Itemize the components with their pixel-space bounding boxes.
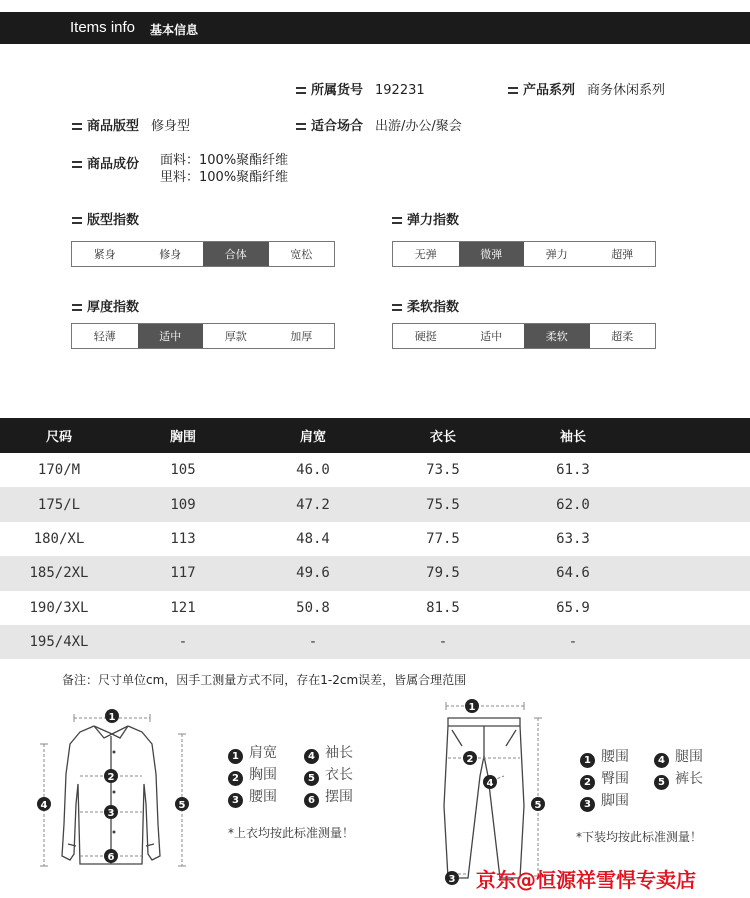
equals-icon — [508, 87, 518, 94]
scale-option: 弹力 — [545, 248, 568, 261]
marker-1 — [465, 699, 479, 713]
section-header — [0, 12, 750, 44]
size-table-header — [0, 418, 750, 453]
scale-option: 硬挺 — [414, 330, 437, 343]
pants-markers — [445, 699, 545, 885]
top-legend — [228, 742, 378, 812]
table-cell: 49.6 — [296, 565, 330, 582]
table-cell: 117 — [170, 565, 196, 582]
svg-text:3: 3 — [448, 874, 456, 885]
table-cell: 190/3XL — [29, 599, 89, 616]
legend-item: 5 裤长 — [654, 768, 703, 790]
table-cell: 75.5 — [426, 496, 460, 513]
legend-item: 2 臀围 — [580, 768, 629, 790]
marker-4 — [37, 797, 51, 811]
scale-option: 宽松 — [290, 248, 313, 261]
header-cell: 胸围 — [169, 430, 196, 445]
table-row — [0, 591, 750, 625]
table-cell: 65.9 — [556, 599, 590, 616]
table-cell: 180/XL — [33, 530, 85, 547]
scale-option: 合体 — [203, 242, 269, 266]
svg-text:4: 4 — [40, 800, 48, 811]
scale-option: 修身 — [159, 248, 182, 261]
fit-index-scale — [71, 241, 335, 267]
table-cell: 50.8 — [296, 599, 330, 616]
scale-option: 柔软 — [524, 324, 590, 348]
marker-5 — [175, 797, 189, 811]
svg-text:6: 6 — [107, 852, 115, 863]
equals-icon — [296, 123, 306, 130]
table-cell: 77.5 — [426, 530, 460, 547]
header-cell: 衣长 — [429, 430, 456, 445]
header-cell: 尺码 — [45, 430, 72, 445]
table-cell: 48.4 — [296, 530, 330, 547]
legend-item: 6 摆围 — [304, 786, 353, 808]
field-occasion: 适合场合 出游/办公/聚会 — [296, 115, 462, 134]
store-watermark: 京东@恒源祥雪悍专卖店 — [476, 868, 696, 892]
table-cell: 175/L — [37, 496, 81, 513]
legend-item: 1 腰围 — [580, 746, 629, 768]
marker-4 — [483, 775, 497, 789]
equals-icon — [392, 217, 402, 224]
softness-index-title: 柔软指数 — [392, 296, 459, 315]
scale-option: 适中 — [138, 324, 204, 348]
softness-index-scale — [392, 323, 656, 349]
equals-icon — [72, 304, 82, 311]
svg-text:2: 2 — [107, 772, 115, 783]
field-series: 产品系列 商务休闲系列 — [508, 79, 665, 98]
legend-item: 1 肩宽 — [228, 742, 277, 764]
elastic-index-title: 弹力指数 — [392, 209, 459, 228]
scale-option: 无弹 — [414, 248, 437, 261]
table-cell: 46.0 — [296, 462, 330, 479]
table-cell: 81.5 — [426, 599, 460, 616]
scale-option: 超弹 — [611, 248, 634, 261]
marker-2 — [104, 769, 118, 783]
marker-5 — [531, 797, 545, 811]
svg-text:5: 5 — [534, 800, 542, 811]
thickness-index-scale — [71, 323, 335, 349]
table-cell: 64.6 — [556, 565, 590, 582]
size-table — [0, 418, 750, 659]
scale-option: 厚款 — [224, 330, 247, 343]
scale-option: 紧身 — [93, 248, 116, 261]
table-row — [0, 453, 750, 487]
scale-option: 适中 — [480, 330, 503, 343]
legend-item: 3 腰围 — [228, 786, 277, 808]
marker-2 — [463, 751, 477, 765]
marker-1 — [105, 709, 119, 723]
section-title-zh: 基本信息 — [150, 23, 199, 37]
legend-item: 3 脚围 — [580, 790, 629, 812]
table-row — [0, 522, 750, 556]
table-cell: 73.5 — [426, 462, 460, 479]
legend-item: 2 胸围 — [228, 764, 277, 786]
legend-item: 5 衣长 — [304, 764, 353, 786]
svg-text:5: 5 — [178, 800, 186, 811]
svg-text:3: 3 — [107, 808, 115, 819]
table-cell: 62.0 — [556, 496, 590, 513]
table-cell: 113 — [170, 530, 196, 547]
shirt-markers — [37, 709, 189, 863]
legend-item: 4 腿围 — [654, 746, 703, 768]
scale-option: 加厚 — [290, 330, 313, 343]
table-cell: 121 — [170, 599, 196, 616]
scale-option: 轻薄 — [93, 330, 116, 343]
measurement-note: 备注：尺寸单位cm，因手工测量方式不同，存在1-2cm误差，皆属合理范围 — [62, 673, 467, 687]
svg-text:1: 1 — [468, 702, 476, 713]
header-cell: 袖长 — [559, 430, 586, 445]
equals-icon — [72, 123, 82, 130]
thickness-index-title: 厚度指数 — [72, 296, 139, 315]
table-cell: - — [438, 634, 448, 651]
header-cell: 肩宽 — [299, 430, 326, 445]
equals-icon — [296, 87, 306, 94]
shirt-diagram — [32, 704, 202, 872]
field-item-no: 所属货号 192231 — [296, 79, 425, 98]
scale-option: 超柔 — [611, 330, 634, 343]
fit-index-title: 版型指数 — [72, 209, 139, 228]
table-cell: 105 — [170, 462, 196, 479]
bottom-legend — [580, 746, 730, 816]
table-row — [0, 625, 750, 659]
equals-icon — [72, 217, 82, 224]
table-cell: 195/4XL — [29, 634, 89, 651]
table-cell: 109 — [170, 496, 196, 513]
composition-values: 面料：100%聚酯纤维 里料：100%聚酯纤维 — [160, 153, 289, 185]
table-cell: 63.3 — [556, 530, 590, 547]
table-row — [0, 487, 750, 521]
equals-icon — [392, 304, 402, 311]
legend-item: 4 袖长 — [304, 742, 353, 764]
table-cell: 185/2XL — [29, 565, 89, 582]
table-row — [0, 556, 750, 590]
table-cell: - — [308, 634, 318, 651]
section-title-en: Items info — [70, 19, 136, 36]
equals-icon — [72, 161, 82, 168]
top-standard-note: *上衣均按此标准测量！ — [228, 826, 355, 840]
field-fit: 商品版型 修身型 — [72, 115, 190, 134]
bottom-standard-note: *下装均按此标准测量！ — [576, 830, 703, 844]
size-table-body — [0, 453, 750, 659]
field-composition: 商品成份 — [72, 153, 151, 172]
marker-3 — [104, 805, 118, 819]
svg-text:1: 1 — [108, 712, 116, 723]
pants-diagram — [434, 696, 564, 888]
marker-3 — [445, 871, 459, 885]
table-cell: 170/M — [37, 462, 81, 479]
elastic-index-scale — [392, 241, 656, 267]
svg-text:2: 2 — [466, 754, 474, 765]
table-cell: - — [178, 634, 188, 651]
table-cell: 61.3 — [556, 462, 590, 479]
table-cell: 79.5 — [426, 565, 460, 582]
table-cell: 47.2 — [296, 496, 330, 513]
marker-6 — [104, 849, 118, 863]
table-cell: - — [568, 634, 578, 651]
scale-option: 微弹 — [459, 242, 525, 266]
svg-text:4: 4 — [486, 778, 494, 789]
